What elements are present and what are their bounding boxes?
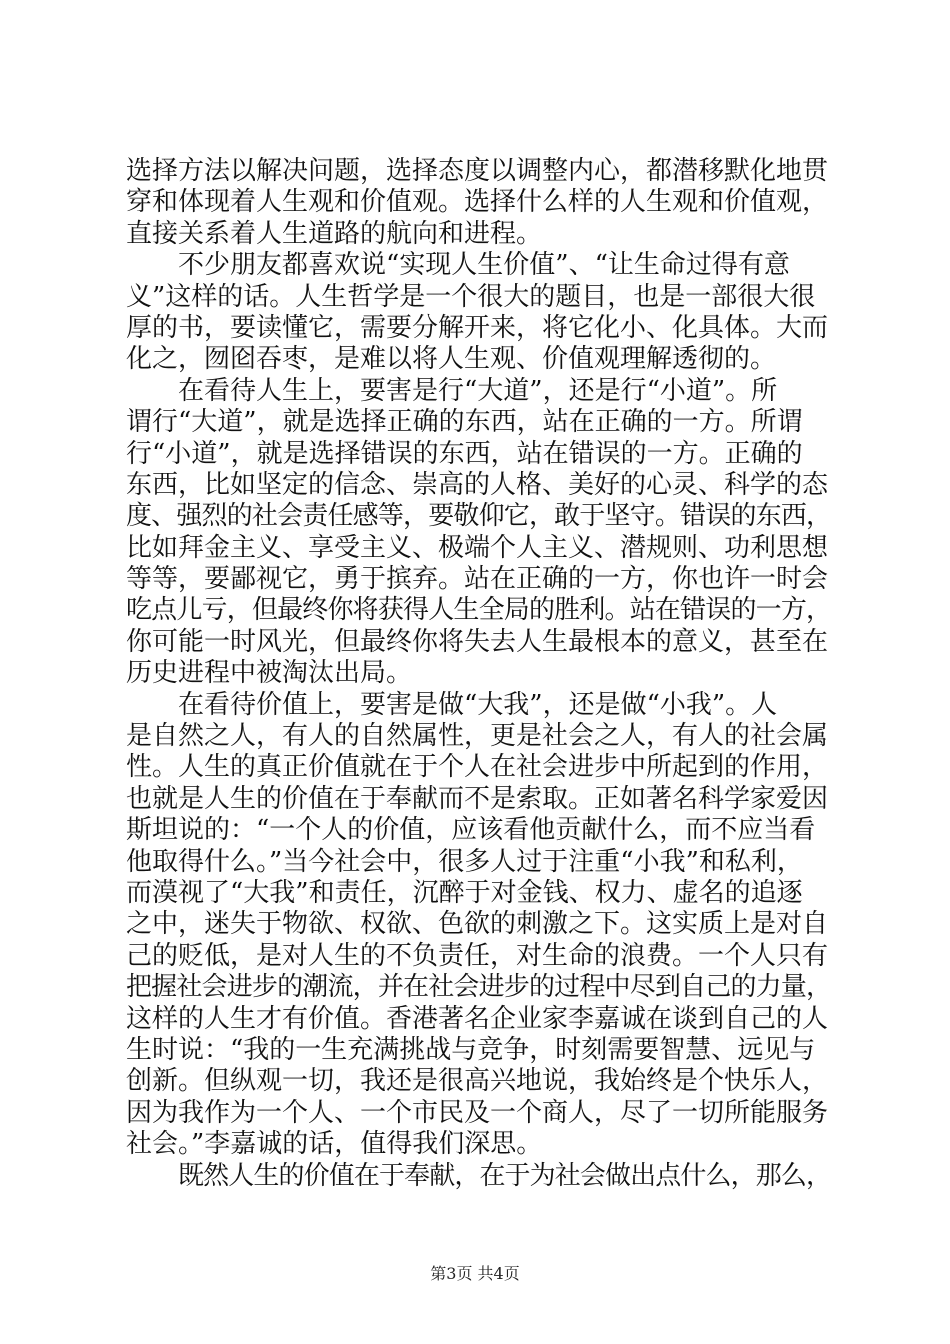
text-line: 创新。但纵观一切，我还是很高兴地说，我始终是个快乐人， — [126, 1066, 829, 1097]
text-line: 直接关系着人生道路的航向和进程。 — [126, 218, 543, 249]
text-line: 因为我作为一个人、一个市民及一个商人，尽了一切所能服务 — [126, 1097, 829, 1128]
text-line: 义”这样的话。人生哲学是一个很大的题目，也是一部很大很 — [126, 281, 816, 312]
text-line: 之中，迷失于物欲、权欲、色欲的刺激之下。这实质上是对自 — [126, 909, 829, 940]
text-line: 历史进程中被淘汰出局。 — [126, 658, 413, 689]
text-line: 也就是人生的价值在于奉献而不是索取。正如著名科学家爱因 — [126, 783, 829, 814]
text-line: 谓行“大道”，就是选择正确的东西，站在正确的一方。所谓 — [126, 407, 803, 438]
text-line: 斯坦说的：“一个人的价值，应该看他贡献什么，而不应当看 — [126, 815, 816, 846]
text-line: 你可能一时风光，但最终你将失去人生最根本的意义，甚至在 — [126, 626, 829, 657]
page-footer: 第3页 共4页 — [430, 1264, 520, 1283]
document-body — [126, 156, 832, 1192]
text-line: 在看待价值上，要害是做“大我”，还是做“小我”。人 — [178, 689, 778, 720]
text-line: 性。人生的真正价值就在于个人在社会进步中所起到的作用， — [126, 752, 829, 783]
text-line: 既然人生的价值在于奉献，在于为社会做出点什么，那么， — [178, 1160, 832, 1191]
text-line: 等等，要鄙视它，勇于摈弃。站在正确的一方，你也许一时会 — [126, 564, 829, 595]
text-line: 行“小道”，就是选择错误的东西，站在错误的一方。正确的 — [126, 438, 803, 469]
text-line: 吃点儿亏，但最终你将获得人生全局的胜利。站在错误的一方， — [126, 595, 832, 626]
text-line: 生时说：“我的一生充满挑战与竞争，时刻需要智慧、远见与 — [126, 1034, 816, 1065]
text-line: 己的贬低，是对人生的不负责任，对生命的浪费。一个人只有 — [126, 940, 829, 971]
text-line: 这样的人生才有价值。香港著名企业家李嘉诚在谈到自己的人 — [126, 1003, 829, 1034]
text-line: 比如拜金主义、享受主义、极端个人主义、潜规则、功利思想 — [126, 532, 829, 563]
text-line: 把握社会进步的潮流，并在社会进步的过程中尽到自己的力量， — [126, 972, 832, 1003]
text-line: 穿和体现着人生观和价值观。选择什么样的人生观和价值观， — [126, 187, 829, 218]
text-line: 在看待人生上，要害是行“大道”，还是行“小道”。所 — [178, 375, 778, 406]
text-line: 是自然之人，有人的自然属性，更是社会之人，有人的社会属 — [126, 721, 829, 752]
text-line: 厚的书，要读懂它，需要分解开来，将它化小、化具体。大而 — [126, 312, 829, 343]
text-line: 度、强烈的社会责任感等，要敬仰它，敢于坚守。错误的东西， — [126, 501, 832, 532]
text-line: 他取得什么。”当今社会中，很多人过于注重“小我”和私利， — [126, 846, 803, 877]
text-line: 不少朋友都喜欢说“实现人生价值”、“让生命过得有意 — [178, 250, 790, 281]
text-line: 东西，比如坚定的信念、崇高的人格、美好的心灵、科学的态 — [126, 469, 829, 500]
text-line: 选择方法以解决问题，选择态度以调整内心，都潜移默化地贯 — [126, 156, 829, 186]
text-line: 社会。”李嘉诚的话，值得我们深思。 — [126, 1129, 543, 1160]
text-line: 而漠视了“大我”和责任，沉醉于对金钱、权力、虚名的追逐 — [126, 877, 803, 908]
text-line: 化之，囫囵吞枣，是难以将人生观、价值观理解透彻的。 — [126, 344, 777, 375]
